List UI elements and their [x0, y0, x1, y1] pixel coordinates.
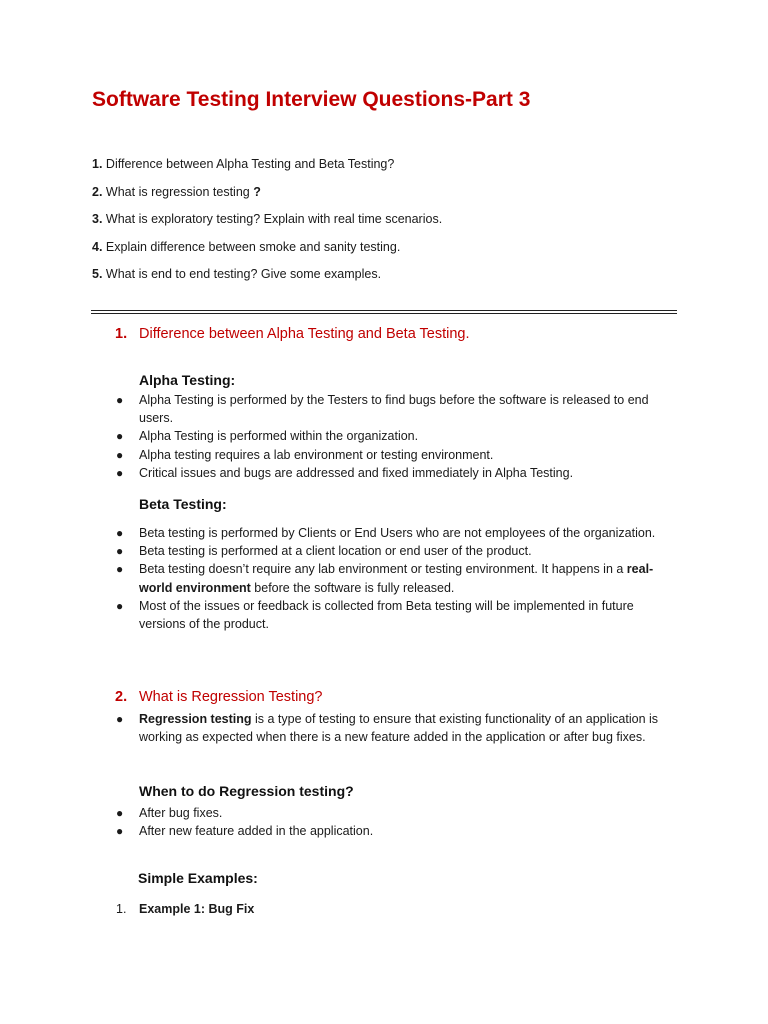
list-item-text: Beta testing is performed by Clients or End Users who are not employees of the organization. — [139, 526, 656, 540]
list-item — [115, 900, 254, 918]
when-to-regress-heading: When to do Regression testing? — [139, 783, 354, 799]
bullet-icon: ● — [116, 393, 124, 407]
question-item — [92, 210, 442, 238]
question-mark: ? — [253, 184, 261, 199]
question-text: What is regression testing — [105, 184, 254, 199]
example-title: Example 1: Bug Fix — [139, 902, 255, 916]
list-item-text: Alpha Testing is performed within the organization. — [139, 429, 419, 444]
when-to-regress-list — [115, 804, 680, 840]
list-item — [115, 446, 680, 464]
divider-line — [91, 313, 677, 314]
question-number: 4. — [92, 239, 103, 254]
list-item — [115, 391, 680, 427]
section-title: Difference between Alpha Testing and Beta Testing. — [139, 326, 470, 342]
bullet-icon: ● — [116, 598, 124, 613]
list-item — [115, 464, 680, 482]
bullet-icon: ● — [116, 824, 124, 839]
question-text: What is end to end testing? Give some examples. — [105, 267, 382, 281]
list-item — [115, 804, 680, 822]
item-number: 1. — [116, 902, 127, 916]
divider-line — [91, 310, 677, 311]
beta-testing-heading: Beta Testing: — [139, 496, 227, 512]
section-number: 1. — [115, 326, 128, 342]
list-item — [115, 427, 680, 445]
question-list — [92, 155, 442, 293]
bullet-icon: ● — [116, 526, 124, 540]
question-text: What is exploratory testing? Explain with real time scenarios. — [105, 212, 443, 226]
list-item — [115, 542, 680, 560]
list-item-text: Most of the issues or feedback is collected from Beta testing will be implemented in future versions of the product. — [139, 598, 634, 632]
list-item — [115, 710, 680, 746]
question-number: 1. — [92, 157, 103, 171]
bullet-icon: ● — [116, 429, 124, 444]
list-item-text: before the software is fully released. — [250, 580, 455, 595]
list-item-text: Beta testing is performed at a client location or end user of the product. — [139, 544, 532, 559]
question-text: Difference between Alpha Testing and Beta Testing? — [105, 157, 395, 171]
section-title: What is Regression Testing? — [139, 689, 323, 705]
list-item — [115, 560, 680, 596]
bullet-icon: ● — [116, 465, 124, 480]
emphasis-text: Regression testing — [139, 712, 252, 726]
question-item — [92, 265, 442, 293]
bullet-icon: ● — [116, 562, 124, 577]
question-item — [92, 155, 442, 183]
list-item-text: is a type of testing to ensure that existing functionality of an application is working as expected when there is a new feature added in the application or after bug fixes. — [139, 712, 659, 745]
simple-examples-heading: Simple Examples: — [138, 870, 258, 886]
section-1-heading — [115, 326, 470, 342]
question-number: 3. — [92, 212, 103, 226]
section-number: 2. — [115, 689, 128, 705]
beta-testing-list — [115, 524, 680, 633]
regression-definition-list — [115, 710, 680, 746]
list-item — [115, 524, 680, 542]
list-item-text: Alpha Testing is performed by the Testers to find bugs before the software is released to end users. — [139, 393, 649, 426]
emphasis-text: real-world environment — [139, 562, 654, 595]
bullet-icon: ● — [116, 806, 124, 820]
list-item-text: After new feature added in the application. — [139, 824, 374, 839]
list-item-text: Alpha testing requires a lab environment or testing environment. — [139, 447, 494, 462]
list-item-text: Beta testing doesn’t require any lab environment or testing environment. It happens in a — [139, 562, 627, 577]
question-item — [92, 238, 442, 266]
list-item-text: Critical issues and bugs are addressed and fixed immediately in Alpha Testing. — [139, 465, 574, 480]
bullet-icon: ● — [116, 544, 124, 559]
question-number: 5. — [92, 267, 103, 281]
list-item — [115, 822, 680, 840]
examples-list — [115, 900, 254, 918]
question-number: 2. — [92, 184, 103, 199]
list-item-text: After bug fixes. — [139, 806, 223, 820]
alpha-testing-list — [115, 391, 680, 482]
page-title: Software Testing Interview Questions-Part 3 — [92, 88, 531, 111]
list-item — [115, 597, 680, 633]
alpha-testing-heading: Alpha Testing: — [139, 372, 236, 388]
section-2-heading — [115, 689, 323, 705]
question-item — [92, 183, 442, 211]
bullet-icon: ● — [116, 712, 124, 726]
question-text: Explain difference between smoke and sanity testing. — [105, 239, 401, 254]
bullet-icon: ● — [116, 447, 124, 462]
